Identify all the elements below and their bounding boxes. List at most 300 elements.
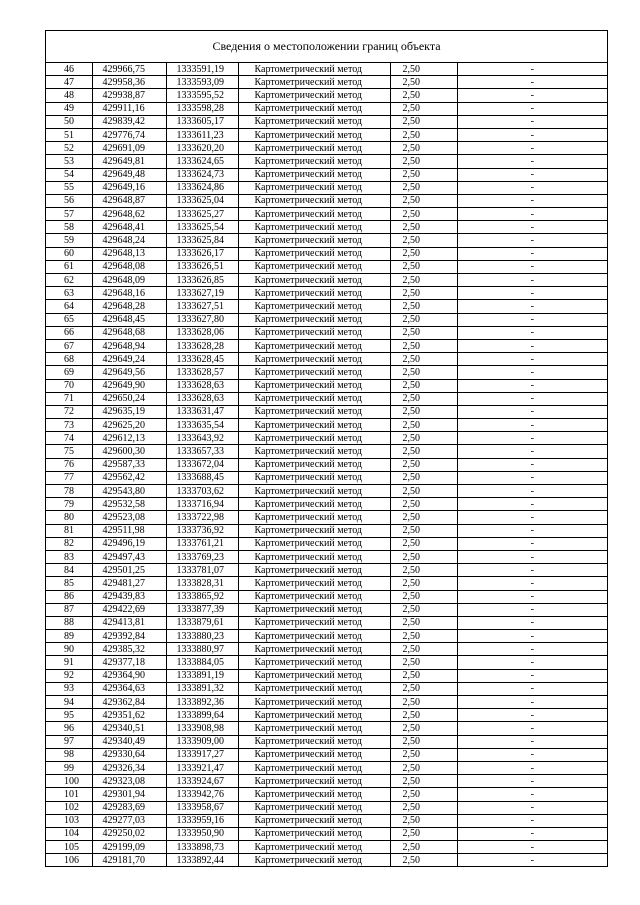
point-number-cell: 75 bbox=[46, 445, 92, 458]
description-cell: - bbox=[457, 682, 607, 695]
method-cell: Картометрический метод bbox=[238, 761, 390, 774]
table-row bbox=[46, 432, 607, 445]
point-number-cell: 77 bbox=[46, 471, 92, 484]
method-cell: Картометрический метод bbox=[238, 194, 390, 207]
description-cell: - bbox=[457, 656, 607, 669]
point-number-cell: 96 bbox=[46, 722, 92, 735]
y-coordinate-cell: 1333593,09 bbox=[166, 76, 238, 89]
table-row bbox=[46, 155, 607, 168]
x-coordinate-cell: 429648,24 bbox=[92, 234, 166, 247]
description-cell: - bbox=[457, 366, 607, 379]
x-coordinate-cell: 429600,30 bbox=[92, 445, 166, 458]
x-coordinate-cell: 429648,16 bbox=[92, 287, 166, 300]
description-cell: - bbox=[457, 616, 607, 629]
y-coordinate-cell: 1333624,86 bbox=[166, 181, 238, 194]
x-coordinate-cell: 429532,58 bbox=[92, 498, 166, 511]
method-cell: Картометрический метод bbox=[238, 827, 390, 840]
point-number-cell: 66 bbox=[46, 326, 92, 339]
description-cell: - bbox=[457, 392, 607, 405]
x-coordinate-cell: 429648,41 bbox=[92, 221, 166, 234]
table-row bbox=[46, 616, 607, 629]
description-cell: - bbox=[457, 669, 607, 682]
y-coordinate-cell: 1333950,90 bbox=[166, 827, 238, 840]
x-coordinate-cell: 429648,08 bbox=[92, 260, 166, 273]
x-coordinate-cell: 429385,32 bbox=[92, 643, 166, 656]
method-cell: Картометрический метод bbox=[238, 102, 390, 115]
x-coordinate-cell: 429362,84 bbox=[92, 696, 166, 709]
description-cell: - bbox=[457, 63, 607, 76]
accuracy-cell: 2,50 bbox=[390, 155, 457, 168]
method-cell: Картометрический метод bbox=[238, 511, 390, 524]
description-cell: - bbox=[457, 709, 607, 722]
x-coordinate-cell: 429648,28 bbox=[92, 300, 166, 313]
method-cell: Картометрический метод bbox=[238, 274, 390, 287]
point-number-cell: 95 bbox=[46, 709, 92, 722]
table-row bbox=[46, 498, 607, 511]
x-coordinate-cell: 429497,43 bbox=[92, 550, 166, 563]
method-cell: Картометрический метод bbox=[238, 379, 390, 392]
method-cell: Картометрический метод bbox=[238, 550, 390, 563]
x-coordinate-cell: 429648,87 bbox=[92, 194, 166, 207]
description-cell: - bbox=[457, 630, 607, 643]
point-number-cell: 97 bbox=[46, 735, 92, 748]
y-coordinate-cell: 1333627,19 bbox=[166, 287, 238, 300]
method-cell: Картометрический метод bbox=[238, 616, 390, 629]
table-row bbox=[46, 827, 607, 840]
table-row bbox=[46, 274, 607, 287]
description-cell: - bbox=[457, 89, 607, 102]
table-row bbox=[46, 761, 607, 774]
table-row bbox=[46, 722, 607, 735]
method-cell: Картометрический метод bbox=[238, 537, 390, 550]
method-cell: Картометрический метод bbox=[238, 128, 390, 141]
description-cell: - bbox=[457, 76, 607, 89]
x-coordinate-cell: 429301,94 bbox=[92, 788, 166, 801]
y-coordinate-cell: 1333625,04 bbox=[166, 194, 238, 207]
accuracy-cell: 2,50 bbox=[390, 353, 457, 366]
description-cell: - bbox=[457, 339, 607, 352]
x-coordinate-cell: 429587,33 bbox=[92, 458, 166, 471]
method-cell: Картометрический метод bbox=[238, 405, 390, 418]
accuracy-cell: 2,50 bbox=[390, 63, 457, 76]
table-row bbox=[46, 511, 607, 524]
y-coordinate-cell: 1333761,21 bbox=[166, 537, 238, 550]
description-cell: - bbox=[457, 313, 607, 326]
point-number-cell: 88 bbox=[46, 616, 92, 629]
method-cell: Картометрический метод bbox=[238, 155, 390, 168]
description-cell: - bbox=[457, 168, 607, 181]
point-number-cell: 104 bbox=[46, 827, 92, 840]
y-coordinate-cell: 1333908,98 bbox=[166, 722, 238, 735]
point-number-cell: 91 bbox=[46, 656, 92, 669]
method-cell: Картометрический метод bbox=[238, 445, 390, 458]
accuracy-cell: 2,50 bbox=[390, 735, 457, 748]
table-row bbox=[46, 379, 607, 392]
method-cell: Картометрический метод bbox=[238, 498, 390, 511]
x-coordinate-cell: 429413,81 bbox=[92, 616, 166, 629]
table-row bbox=[46, 735, 607, 748]
description-cell: - bbox=[457, 775, 607, 788]
description-cell: - bbox=[457, 537, 607, 550]
table-row bbox=[46, 801, 607, 814]
accuracy-cell: 2,50 bbox=[390, 550, 457, 563]
y-coordinate-cell: 1333624,73 bbox=[166, 168, 238, 181]
point-number-cell: 102 bbox=[46, 801, 92, 814]
y-coordinate-cell: 1333628,06 bbox=[166, 326, 238, 339]
table-row bbox=[46, 550, 607, 563]
description-cell: - bbox=[457, 761, 607, 774]
accuracy-cell: 2,50 bbox=[390, 168, 457, 181]
table-row bbox=[46, 458, 607, 471]
description-cell: - bbox=[457, 326, 607, 339]
accuracy-cell: 2,50 bbox=[390, 643, 457, 656]
point-number-cell: 63 bbox=[46, 287, 92, 300]
method-cell: Картометрический метод bbox=[238, 841, 390, 854]
table-row bbox=[46, 260, 607, 273]
point-number-cell: 70 bbox=[46, 379, 92, 392]
table-row bbox=[46, 577, 607, 590]
x-coordinate-cell: 429691,09 bbox=[92, 142, 166, 155]
description-cell: - bbox=[457, 498, 607, 511]
method-cell: Картометрический метод bbox=[238, 564, 390, 577]
accuracy-cell: 2,50 bbox=[390, 458, 457, 471]
method-cell: Картометрический метод bbox=[238, 471, 390, 484]
table-row bbox=[46, 142, 607, 155]
method-cell: Картометрический метод bbox=[238, 630, 390, 643]
method-cell: Картометрический метод bbox=[238, 313, 390, 326]
point-number-cell: 84 bbox=[46, 564, 92, 577]
x-coordinate-cell: 429911,16 bbox=[92, 102, 166, 115]
accuracy-cell: 2,50 bbox=[390, 775, 457, 788]
point-number-cell: 90 bbox=[46, 643, 92, 656]
point-number-cell: 59 bbox=[46, 234, 92, 247]
y-coordinate-cell: 1333921,47 bbox=[166, 761, 238, 774]
method-cell: Картометрический метод bbox=[238, 326, 390, 339]
point-number-cell: 87 bbox=[46, 603, 92, 616]
y-coordinate-cell: 1333879,61 bbox=[166, 616, 238, 629]
x-coordinate-cell: 429250,02 bbox=[92, 827, 166, 840]
accuracy-cell: 2,50 bbox=[390, 115, 457, 128]
table-row bbox=[46, 775, 607, 788]
method-cell: Картометрический метод bbox=[238, 89, 390, 102]
accuracy-cell: 2,50 bbox=[390, 274, 457, 287]
method-cell: Картометрический метод bbox=[238, 432, 390, 445]
table-row bbox=[46, 445, 607, 458]
accuracy-cell: 2,50 bbox=[390, 194, 457, 207]
accuracy-cell: 2,50 bbox=[390, 788, 457, 801]
point-number-cell: 64 bbox=[46, 300, 92, 313]
table-row bbox=[46, 366, 607, 379]
method-cell: Картометрический метод bbox=[238, 181, 390, 194]
y-coordinate-cell: 1333626,51 bbox=[166, 260, 238, 273]
accuracy-cell: 2,50 bbox=[390, 208, 457, 221]
method-cell: Картометрический метод bbox=[238, 260, 390, 273]
accuracy-cell: 2,50 bbox=[390, 630, 457, 643]
x-coordinate-cell: 429543,80 bbox=[92, 485, 166, 498]
x-coordinate-cell: 429283,69 bbox=[92, 801, 166, 814]
accuracy-cell: 2,50 bbox=[390, 814, 457, 827]
table-row bbox=[46, 788, 607, 801]
description-cell: - bbox=[457, 814, 607, 827]
accuracy-cell: 2,50 bbox=[390, 748, 457, 761]
point-number-cell: 65 bbox=[46, 313, 92, 326]
table-row bbox=[46, 419, 607, 432]
y-coordinate-cell: 1333892,44 bbox=[166, 854, 238, 867]
accuracy-cell: 2,50 bbox=[390, 76, 457, 89]
table-row bbox=[46, 247, 607, 260]
table-row bbox=[46, 590, 607, 603]
description-cell: - bbox=[457, 155, 607, 168]
y-coordinate-cell: 1333624,65 bbox=[166, 155, 238, 168]
method-cell: Картометрический метод bbox=[238, 524, 390, 537]
method-cell: Картометрический метод bbox=[238, 748, 390, 761]
method-cell: Картометрический метод bbox=[238, 419, 390, 432]
table-row bbox=[46, 854, 607, 867]
point-number-cell: 83 bbox=[46, 550, 92, 563]
method-cell: Картометрический метод bbox=[238, 63, 390, 76]
accuracy-cell: 2,50 bbox=[390, 564, 457, 577]
y-coordinate-cell: 1333628,28 bbox=[166, 339, 238, 352]
x-coordinate-cell: 429501,25 bbox=[92, 564, 166, 577]
table-row bbox=[46, 194, 607, 207]
description-cell: - bbox=[457, 854, 607, 867]
method-cell: Картометрический метод bbox=[238, 643, 390, 656]
y-coordinate-cell: 1333626,17 bbox=[166, 247, 238, 260]
description-cell: - bbox=[457, 128, 607, 141]
point-number-cell: 76 bbox=[46, 458, 92, 471]
x-coordinate-cell: 429648,45 bbox=[92, 313, 166, 326]
description-cell: - bbox=[457, 643, 607, 656]
method-cell: Картометрический метод bbox=[238, 682, 390, 695]
y-coordinate-cell: 1333898,73 bbox=[166, 841, 238, 854]
point-number-cell: 72 bbox=[46, 405, 92, 418]
table-row bbox=[46, 287, 607, 300]
point-number-cell: 82 bbox=[46, 537, 92, 550]
point-number-cell: 71 bbox=[46, 392, 92, 405]
accuracy-cell: 2,50 bbox=[390, 761, 457, 774]
description-cell: - bbox=[457, 445, 607, 458]
description-cell: - bbox=[457, 379, 607, 392]
table-body bbox=[46, 63, 607, 866]
point-number-cell: 49 bbox=[46, 102, 92, 115]
description-cell: - bbox=[457, 300, 607, 313]
y-coordinate-cell: 1333628,63 bbox=[166, 379, 238, 392]
x-coordinate-cell: 429562,42 bbox=[92, 471, 166, 484]
table-row bbox=[46, 841, 607, 854]
table-row bbox=[46, 643, 607, 656]
accuracy-cell: 2,50 bbox=[390, 603, 457, 616]
point-number-cell: 105 bbox=[46, 841, 92, 854]
method-cell: Картометрический метод bbox=[238, 353, 390, 366]
table-row bbox=[46, 234, 607, 247]
y-coordinate-cell: 1333828,31 bbox=[166, 577, 238, 590]
table-row bbox=[46, 181, 607, 194]
accuracy-cell: 2,50 bbox=[390, 485, 457, 498]
y-coordinate-cell: 1333942,76 bbox=[166, 788, 238, 801]
table-row bbox=[46, 208, 607, 221]
x-coordinate-cell: 429377,18 bbox=[92, 656, 166, 669]
method-cell: Картометрический метод bbox=[238, 854, 390, 867]
accuracy-cell: 2,50 bbox=[390, 405, 457, 418]
x-coordinate-cell: 429649,48 bbox=[92, 168, 166, 181]
x-coordinate-cell: 429648,13 bbox=[92, 247, 166, 260]
description-cell: - bbox=[457, 564, 607, 577]
accuracy-cell: 2,50 bbox=[390, 590, 457, 603]
method-cell: Картометрический метод bbox=[238, 788, 390, 801]
point-number-cell: 61 bbox=[46, 260, 92, 273]
method-cell: Картометрический метод bbox=[238, 577, 390, 590]
x-coordinate-cell: 429958,36 bbox=[92, 76, 166, 89]
table-row bbox=[46, 128, 607, 141]
x-coordinate-cell: 429649,56 bbox=[92, 366, 166, 379]
accuracy-cell: 2,50 bbox=[390, 498, 457, 511]
y-coordinate-cell: 1333627,80 bbox=[166, 313, 238, 326]
accuracy-cell: 2,50 bbox=[390, 471, 457, 484]
point-number-cell: 51 bbox=[46, 128, 92, 141]
x-coordinate-cell: 429351,62 bbox=[92, 709, 166, 722]
document-title: Сведения о местоположении границ объекта bbox=[46, 31, 607, 63]
point-number-cell: 103 bbox=[46, 814, 92, 827]
accuracy-cell: 2,50 bbox=[390, 511, 457, 524]
point-number-cell: 55 bbox=[46, 181, 92, 194]
point-number-cell: 78 bbox=[46, 485, 92, 498]
accuracy-cell: 2,50 bbox=[390, 419, 457, 432]
y-coordinate-cell: 1333625,27 bbox=[166, 208, 238, 221]
point-number-cell: 54 bbox=[46, 168, 92, 181]
x-coordinate-cell: 429649,16 bbox=[92, 181, 166, 194]
point-number-cell: 57 bbox=[46, 208, 92, 221]
point-number-cell: 68 bbox=[46, 353, 92, 366]
method-cell: Картометрический метод bbox=[238, 142, 390, 155]
x-coordinate-cell: 429648,09 bbox=[92, 274, 166, 287]
description-cell: - bbox=[457, 115, 607, 128]
x-coordinate-cell: 429625,20 bbox=[92, 419, 166, 432]
y-coordinate-cell: 1333880,23 bbox=[166, 630, 238, 643]
accuracy-cell: 2,50 bbox=[390, 142, 457, 155]
method-cell: Картометрический метод bbox=[238, 656, 390, 669]
x-coordinate-cell: 429340,49 bbox=[92, 735, 166, 748]
table-row bbox=[46, 630, 607, 643]
y-coordinate-cell: 1333627,51 bbox=[166, 300, 238, 313]
description-cell: - bbox=[457, 524, 607, 537]
x-coordinate-cell: 429364,90 bbox=[92, 669, 166, 682]
y-coordinate-cell: 1333891,19 bbox=[166, 669, 238, 682]
method-cell: Картометрический метод bbox=[238, 814, 390, 827]
accuracy-cell: 2,50 bbox=[390, 524, 457, 537]
accuracy-cell: 2,50 bbox=[390, 537, 457, 550]
table-row bbox=[46, 709, 607, 722]
y-coordinate-cell: 1333959,16 bbox=[166, 814, 238, 827]
description-cell: - bbox=[457, 788, 607, 801]
point-number-cell: 101 bbox=[46, 788, 92, 801]
x-coordinate-cell: 429635,19 bbox=[92, 405, 166, 418]
table-row bbox=[46, 669, 607, 682]
accuracy-cell: 2,50 bbox=[390, 181, 457, 194]
x-coordinate-cell: 429277,03 bbox=[92, 814, 166, 827]
accuracy-cell: 2,50 bbox=[390, 827, 457, 840]
method-cell: Картометрический метод bbox=[238, 208, 390, 221]
x-coordinate-cell: 429330,64 bbox=[92, 748, 166, 761]
point-number-cell: 60 bbox=[46, 247, 92, 260]
point-number-cell: 53 bbox=[46, 155, 92, 168]
method-cell: Картометрический метод bbox=[238, 366, 390, 379]
y-coordinate-cell: 1333605,17 bbox=[166, 115, 238, 128]
description-cell: - bbox=[457, 471, 607, 484]
x-coordinate-cell: 429649,24 bbox=[92, 353, 166, 366]
description-cell: - bbox=[457, 234, 607, 247]
x-coordinate-cell: 429326,34 bbox=[92, 761, 166, 774]
y-coordinate-cell: 1333880,97 bbox=[166, 643, 238, 656]
table-row bbox=[46, 63, 607, 76]
table-row bbox=[46, 471, 607, 484]
y-coordinate-cell: 1333628,63 bbox=[166, 392, 238, 405]
x-coordinate-cell: 429511,98 bbox=[92, 524, 166, 537]
table-row bbox=[46, 814, 607, 827]
description-cell: - bbox=[457, 696, 607, 709]
y-coordinate-cell: 1333628,45 bbox=[166, 353, 238, 366]
table-row bbox=[46, 313, 607, 326]
y-coordinate-cell: 1333769,23 bbox=[166, 550, 238, 563]
x-coordinate-cell: 429966,75 bbox=[92, 63, 166, 76]
accuracy-cell: 2,50 bbox=[390, 669, 457, 682]
method-cell: Картометрический метод bbox=[238, 247, 390, 260]
y-coordinate-cell: 1333958,67 bbox=[166, 801, 238, 814]
method-cell: Картометрический метод bbox=[238, 722, 390, 735]
description-cell: - bbox=[457, 735, 607, 748]
accuracy-cell: 2,50 bbox=[390, 801, 457, 814]
x-coordinate-cell: 429323,08 bbox=[92, 775, 166, 788]
description-cell: - bbox=[457, 260, 607, 273]
table-row bbox=[46, 76, 607, 89]
point-number-cell: 81 bbox=[46, 524, 92, 537]
point-number-cell: 74 bbox=[46, 432, 92, 445]
method-cell: Картометрический метод bbox=[238, 76, 390, 89]
y-coordinate-cell: 1333595,52 bbox=[166, 89, 238, 102]
description-cell: - bbox=[457, 432, 607, 445]
description-cell: - bbox=[457, 353, 607, 366]
x-coordinate-cell: 429481,27 bbox=[92, 577, 166, 590]
y-coordinate-cell: 1333891,32 bbox=[166, 682, 238, 695]
y-coordinate-cell: 1333716,94 bbox=[166, 498, 238, 511]
description-cell: - bbox=[457, 208, 607, 221]
x-coordinate-cell: 429839,42 bbox=[92, 115, 166, 128]
point-number-cell: 67 bbox=[46, 339, 92, 352]
point-number-cell: 86 bbox=[46, 590, 92, 603]
x-coordinate-cell: 429648,68 bbox=[92, 326, 166, 339]
description-cell: - bbox=[457, 511, 607, 524]
x-coordinate-cell: 429392,84 bbox=[92, 630, 166, 643]
description-cell: - bbox=[457, 590, 607, 603]
y-coordinate-cell: 1333672,04 bbox=[166, 458, 238, 471]
x-coordinate-cell: 429648,62 bbox=[92, 208, 166, 221]
y-coordinate-cell: 1333884,05 bbox=[166, 656, 238, 669]
description-cell: - bbox=[457, 287, 607, 300]
x-coordinate-cell: 429523,08 bbox=[92, 511, 166, 524]
point-number-cell: 73 bbox=[46, 419, 92, 432]
point-number-cell: 58 bbox=[46, 221, 92, 234]
x-coordinate-cell: 429649,81 bbox=[92, 155, 166, 168]
accuracy-cell: 2,50 bbox=[390, 339, 457, 352]
table-row bbox=[46, 524, 607, 537]
point-number-cell: 52 bbox=[46, 142, 92, 155]
method-cell: Картометрический метод bbox=[238, 115, 390, 128]
x-coordinate-cell: 429776,74 bbox=[92, 128, 166, 141]
table-row bbox=[46, 682, 607, 695]
table-row bbox=[46, 603, 607, 616]
accuracy-cell: 2,50 bbox=[390, 722, 457, 735]
y-coordinate-cell: 1333865,92 bbox=[166, 590, 238, 603]
method-cell: Картометрический метод bbox=[238, 392, 390, 405]
